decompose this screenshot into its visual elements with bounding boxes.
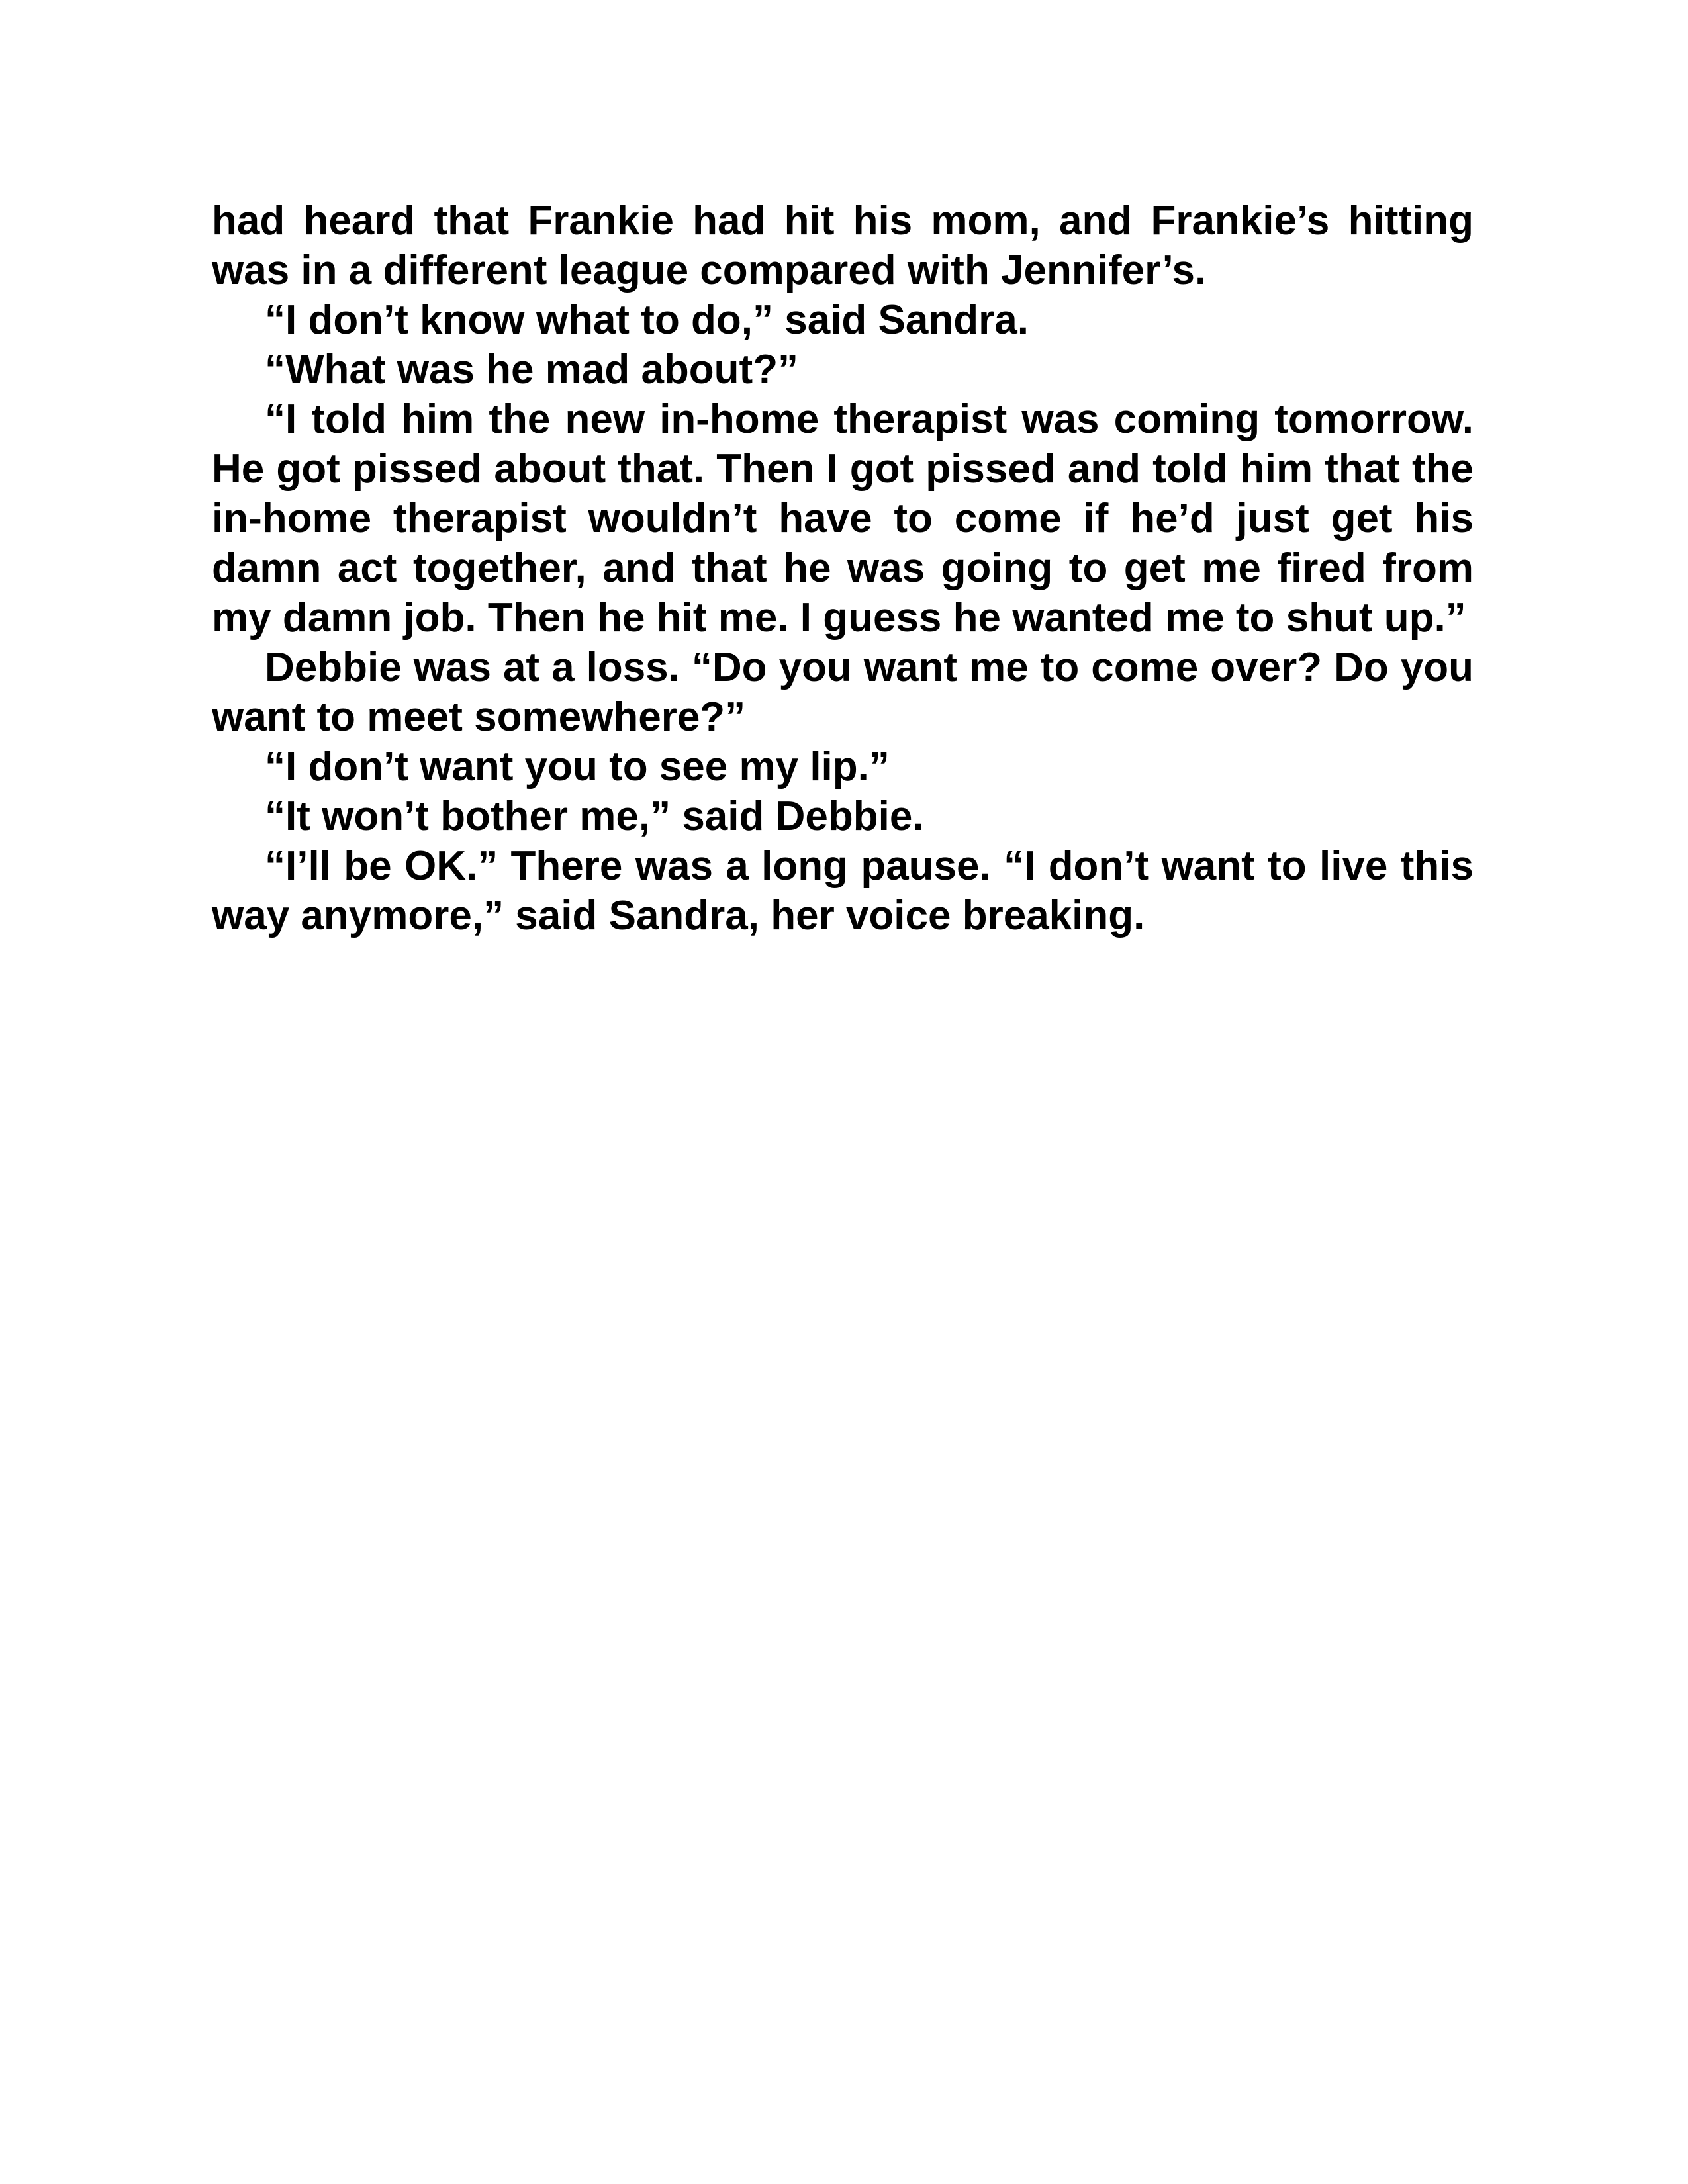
body-text — [212, 196, 1474, 940]
paragraph-dialogue: “I don’t know what to do,” said Sandra. — [265, 297, 1029, 343]
paragraph-dialogue: “I told him the new in-home therapist was coming tomorrow. He got pissed about that. Then I got pissed and told him that the in-home therapist wouldn’t have to come if he’d just get his damn act together, and that he was going to get me fired from my damn job. Then he hit me. I guess he wanted me to shut up.” — [212, 396, 1474, 641]
paragraph-dialogue: Debbie was at a loss. “Do you want me to come over? Do you want to meet somewhere?” — [212, 645, 1474, 740]
paragraph-dialogue: “I’ll be OK.” There was a long pause. “I don’t want to live this way anymore,” said Sandra, her voice breaking. — [212, 843, 1474, 938]
paragraph-dialogue: “What was he mad about?” — [265, 347, 799, 392]
paragraph-dialogue: “I don’t want you to see my lip.” — [265, 744, 890, 790]
paragraph-continuation: had heard that Frankie had hit his mom, and Frankie’s hitting was in a different league compared with Jennifer’s. — [212, 198, 1474, 293]
paragraph-dialogue: “It won’t bother me,” said Debbie. — [265, 794, 924, 839]
